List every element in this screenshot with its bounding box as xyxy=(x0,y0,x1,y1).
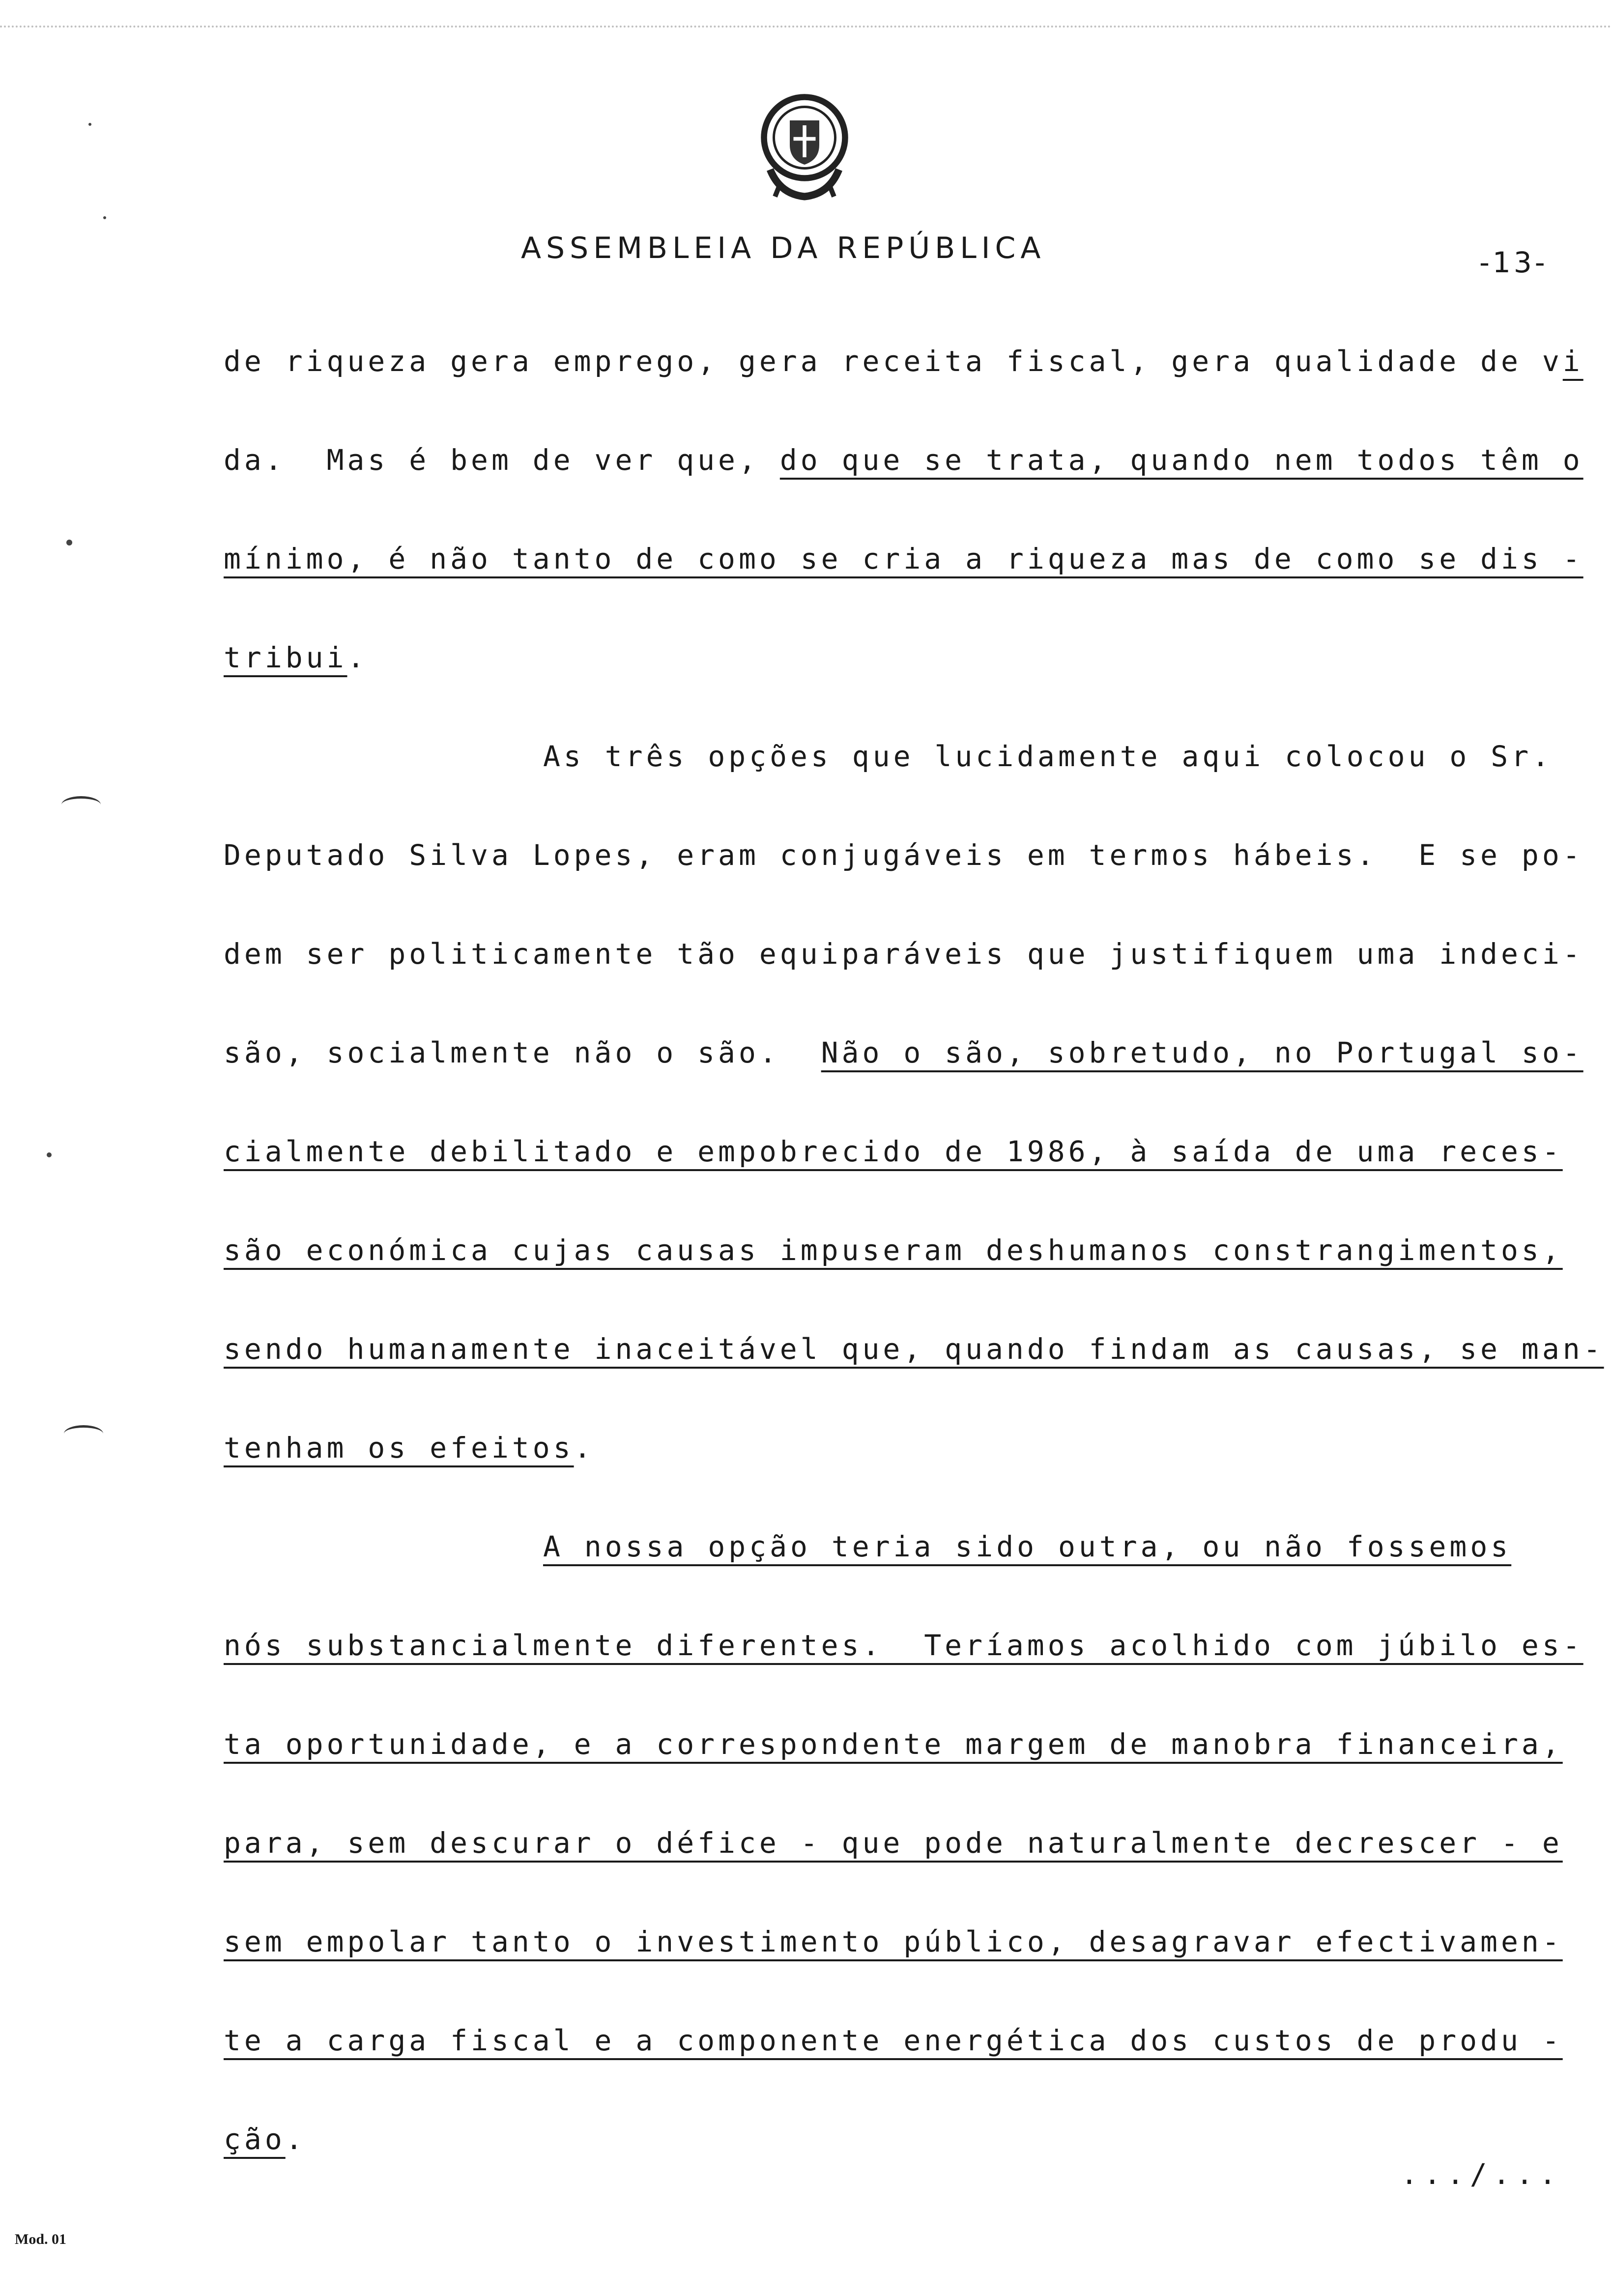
text-line xyxy=(224,522,1583,621)
text-line xyxy=(224,2004,1563,2102)
text-segment: da. Mas é bem de ver que, xyxy=(224,443,780,477)
underlined-text: sem empolar tanto o investimento público, desagravar efectivamen- xyxy=(224,1925,1563,1958)
coat-of-arms-icon xyxy=(743,84,866,206)
text-line xyxy=(224,1016,1583,1115)
text-line xyxy=(224,621,1551,719)
text-segment: de riqueza gera emprego, gera receita fiscal, gera qualidade de v xyxy=(224,344,1563,378)
text-line xyxy=(224,917,1583,1016)
text-line xyxy=(224,1115,1563,1213)
text-line xyxy=(224,324,1583,423)
underlined-text: para, sem descurar o défice - que pode naturalmente decrescer - e xyxy=(224,1826,1563,1860)
underlined-text: são económica cujas causas impuseram deshumanos constrangimentos, xyxy=(224,1234,1563,1267)
underlined-text: cialmente debilitado e empobrecido de 1986, à saída de uma reces- xyxy=(224,1135,1563,1168)
underlined-text: do que se trata, quando nem todos têm o xyxy=(779,443,1583,477)
text-segment: . xyxy=(285,2123,306,2156)
scan-top-edge xyxy=(0,26,1612,28)
text-line xyxy=(224,1213,1563,1312)
underlined-text: ta oportunidade, e a correspondente margem de manobra financeira, xyxy=(224,1727,1563,1761)
margin-mark xyxy=(64,1425,103,1442)
text-line xyxy=(224,1312,1604,1411)
margin-speck xyxy=(47,1152,52,1157)
margin-speck xyxy=(66,540,72,545)
form-code: Mod. 01 xyxy=(15,2231,66,2247)
underlined-text: Não o são, sobretudo, no Portugal so- xyxy=(821,1036,1583,1069)
underlined-text: tribui xyxy=(224,641,347,674)
text-line xyxy=(224,1905,1563,2004)
underlined-text: i xyxy=(1562,344,1583,378)
typed-body-text xyxy=(224,324,1604,2201)
continuation-mark: .../... xyxy=(1401,2157,1562,2191)
text-segment: . xyxy=(574,1431,595,1464)
underlined-text: sendo humanamente inaceitável que, quando findam as causas, se man- xyxy=(224,1332,1604,1366)
text-line xyxy=(224,1707,1563,1806)
text-line xyxy=(224,1411,1551,1510)
text-segment: dem ser politicamente tão equiparáveis que justifiquem uma indeci- xyxy=(224,937,1583,971)
text-line xyxy=(224,423,1583,522)
text-segment: Deputado Silva Lopes, eram conjugáveis em termos hábeis. E se po- xyxy=(224,838,1583,872)
text-segment: são, socialmente não o são. xyxy=(224,1036,821,1069)
margin-mark xyxy=(61,796,101,813)
page-number: -13- xyxy=(1479,246,1548,279)
text-line xyxy=(224,818,1583,917)
text-segment: . xyxy=(347,641,368,674)
underlined-text: tenham os efeitos xyxy=(224,1431,574,1464)
margin-speck xyxy=(88,123,91,126)
underlined-text: te a carga fiscal e a componente energética dos custos de produ - xyxy=(224,2024,1563,2057)
text-line xyxy=(224,1608,1583,1707)
underlined-text: A nossa opção teria sido outra, ou não fossemos xyxy=(543,1530,1512,1563)
underlined-text: nós substancialmente diferentes. Teríamos acolhido com júbilo es- xyxy=(224,1629,1583,1662)
underlined-text: mínimo, é não tanto de como se cria a riqueza mas de como se dis - xyxy=(224,542,1583,575)
page-title: ASSEMBLEIA DA REPÚBLICA xyxy=(521,231,1046,265)
text-segment: As três opções que lucidamente aqui colocou o Sr. xyxy=(543,740,1553,773)
text-line xyxy=(224,1510,1551,1608)
underlined-text: ção xyxy=(224,2123,286,2156)
margin-speck xyxy=(103,216,106,219)
text-line xyxy=(224,719,1551,818)
text-line xyxy=(224,2102,1551,2201)
text-line xyxy=(224,1806,1563,1905)
